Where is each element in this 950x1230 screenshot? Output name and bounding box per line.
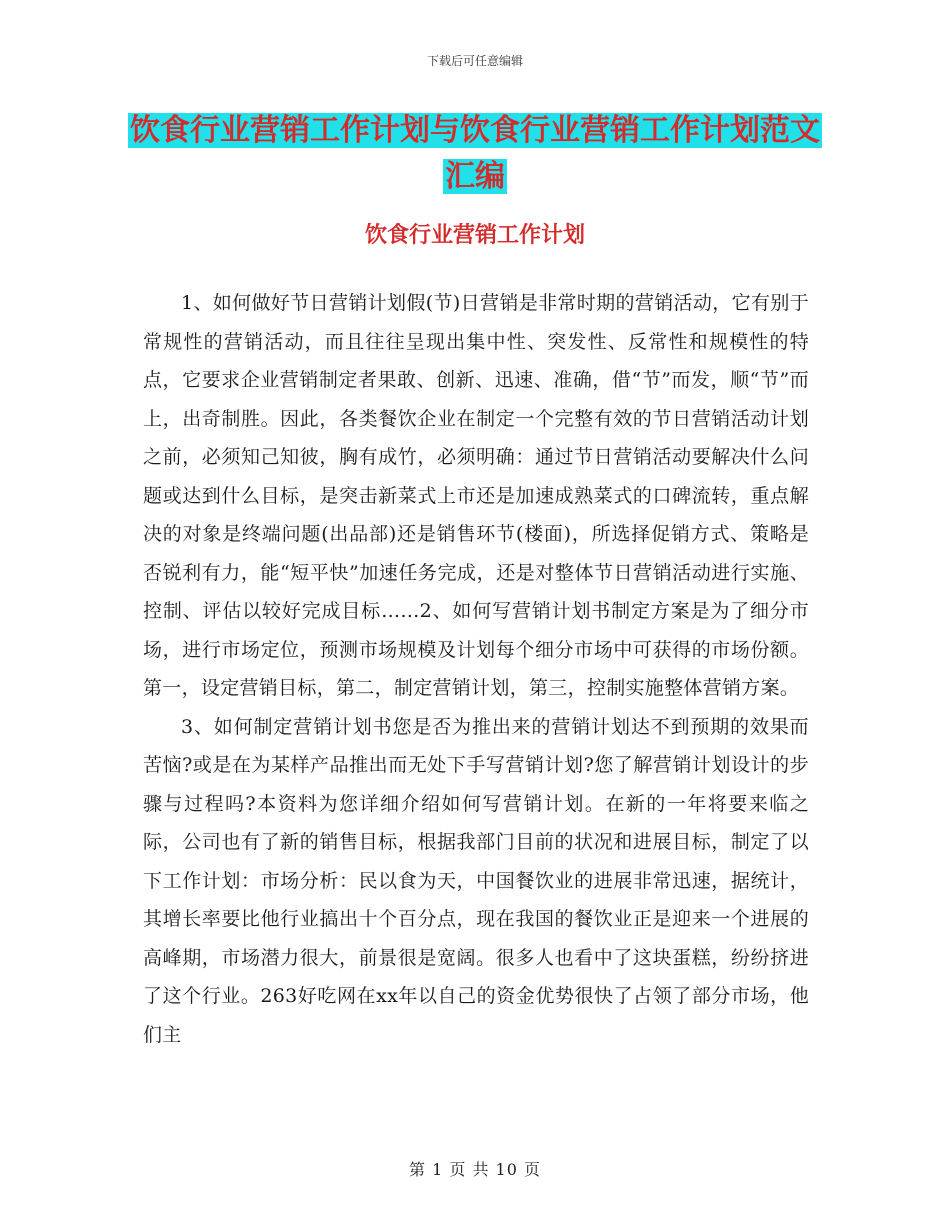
header-note: 下载后可任意编辑	[426, 54, 523, 68]
document-title-line-2: 汇编	[445, 159, 505, 194]
paragraph-2: 3、如何制定营销计划书您是否为推出来的营销计划达不到预期的效果而苦恼?或是在为某样产品推出而无处下手写营销计划?您了解营销计划设计的步骤与过程吗?本资料为您详细介绍如何写营销计划。在新的一年将要来临之际，公司也有了新的销售目标，根据我部门目前的状况和进展目标，制定了以下工作计划：市场分析：民以食为天，中国餐饮业的进展非常迅速，据统计，其增长率要比他行业搞出十个百分点，现在我国的餐饮业正是迎来一个进展的高峰期，市场潜力很大，前景很是宽阔。很多人也看中了这块蛋糕，纷纷挤进了这个行业。263好吃网在xx年以自己的资金优势很快了占领了部分市场，他们主	[143, 715, 809, 1046]
page-number-footer: 第 1 页 共 10 页	[409, 1160, 541, 1179]
section-title: 饮食行业营销工作计划	[364, 223, 585, 248]
paragraph-1: 1、如何做好节日营销计划假(节)日营销是非常时期的营销活动，它有别于常规性的营销活动，而且往往呈现出集中性、突发性、反常性和规模性的特点，它要求企业营销制定者果敢、创新、迅速、准确，借“节”而发，顺“节”而上，出奇制胜。因此，各类餐饮企业在制定一个完整有效的节日营销活动计划之前，必须知己知彼，胸有成竹，必须明确：通过节日营销活动要解决什么问题或达到什么目标，是突击新菜式上市还是加速成熟菜式的口碑流转，重点解决的对象是终端问题(出品部)还是销售环节(楼面)，所选择促销方式、策略是否锐利有力，能“短平快”加速任务完成，还是对整体节日营销活动进行实施、控制、评估以较好完成目标……2、如何写营销计划书制定方案是为了细分市场，进行市场定位，预测市场规模及计划每个细分市场中可获得的市场份额。第一，设定营销目标，第二，制定营销计划，第三，控制实施整体营销方案。	[143, 292, 809, 699]
document-title	[0, 108, 950, 200]
body-text	[143, 284, 809, 1054]
document-title-line-1: 饮食行业营销工作计划与饮食行业营销工作计划范文	[130, 113, 820, 148]
